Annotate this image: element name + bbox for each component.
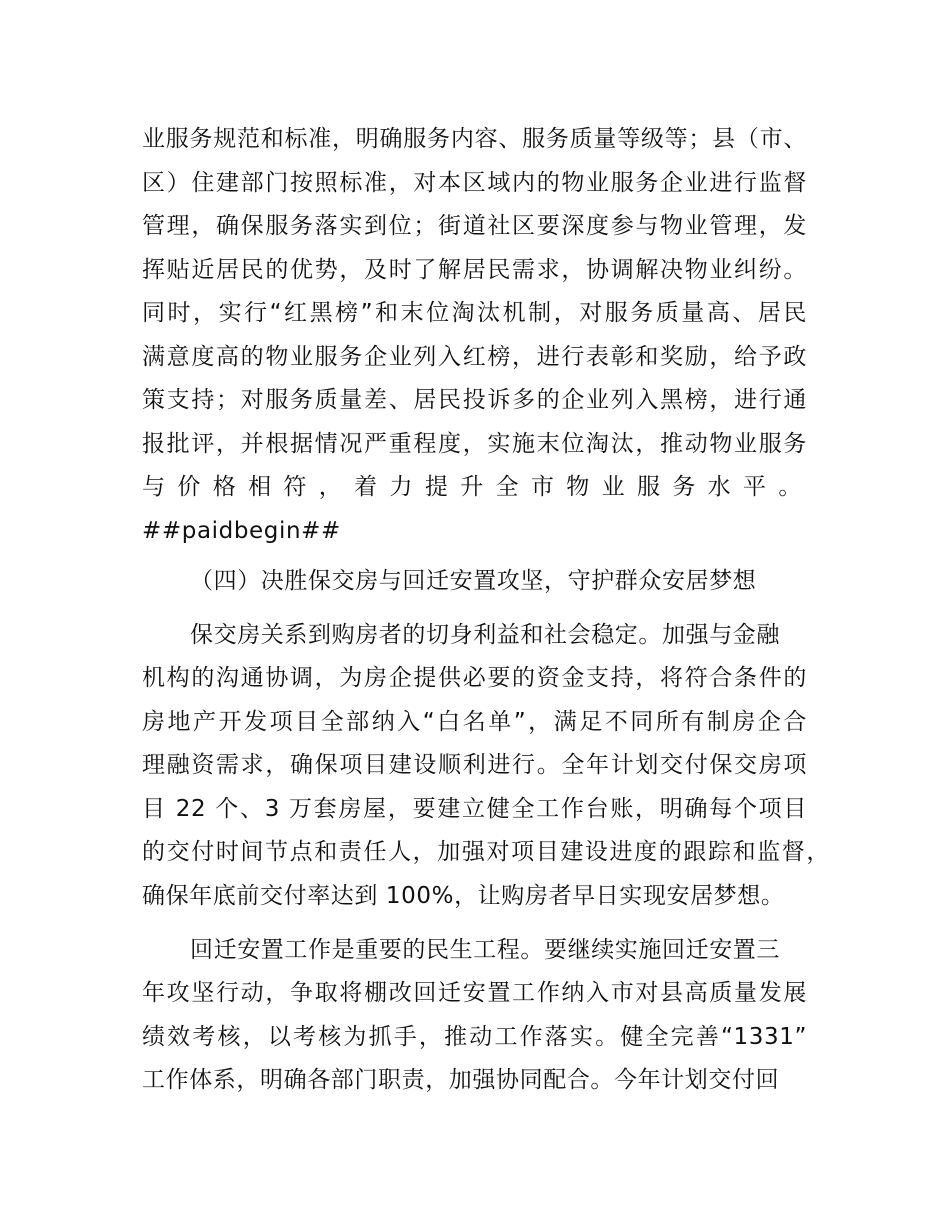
paid-marker: ##paidbegin## — [142, 518, 341, 544]
body-text-line: 业服务规范和标准，明确服务内容、服务质量等级等；县（市、 — [142, 126, 807, 152]
body-text-line: 机构的沟通协调，为房企提供必要的资金支持，将符合条件的 — [142, 665, 807, 691]
body-text-line: 与价格相符，着力提升全市物业服务水平。 — [142, 474, 802, 500]
section-heading: （四）决胜保交房与回迁安置攻坚，守护群众安居梦想 — [190, 568, 757, 594]
body-text-line: 确保年底前交付率达到 100%，让购房者早日实现安居梦想。 — [142, 883, 785, 909]
body-text-line: 区）住建部门按照标准，对本区域内的物业服务企业进行监督 — [142, 170, 807, 196]
body-text-line: 目 22 个、3 万套房屋，要建立健全工作台账，明确每个项目 — [142, 796, 807, 822]
body-text-line: 满意度高的物业服务企业列入红榜，进行表彰和奖励，给予政 — [142, 344, 807, 370]
body-text-line: 管理，确保服务落实到位；街道社区要深度参与物业管理，发 — [142, 213, 807, 239]
body-text-line: 绩效考核，以考核为抓手，推动工作落实。健全完善“1331” — [142, 1024, 807, 1050]
paragraph-first-line: 回迁安置工作是重要的民生工程。要继续实施回迁安置三 — [190, 937, 780, 963]
body-text-line: 同时，实行“红黑榜”和末位淘汰机制，对服务质量高、居民 — [142, 300, 807, 326]
body-text-line: 理融资需求，确保项目建设顺利进行。全年计划交付保交房项 — [142, 752, 807, 778]
body-text-line: 挥贴近居民的优势，及时了解居民需求，协调解决物业纠纷。 — [142, 257, 807, 283]
body-text-line: 年攻坚行动，争取将棚改回迁安置工作纳入市对县高质量发展 — [142, 980, 807, 1006]
body-text-line: 策支持；对服务质量差、居民投诉多的企业列入黑榜，进行通 — [142, 387, 807, 413]
body-text-line: 的交付时间节点和责任人，加强对项目建设进度的跟踪和监督， — [142, 839, 830, 865]
paragraph-first-line: 保交房关系到购房者的切身利益和社会稳定。加强与金融 — [190, 622, 780, 648]
body-text-line: 报批评，并根据情况严重程度，实施末位淘汰，推动物业服务 — [142, 431, 807, 457]
body-text-line: 房地产开发项目全部纳入“白名单”，满足不同所有制房企合 — [142, 709, 807, 735]
body-text-line: 工作体系，明确各部门职责，加强协同配合。今年计划交付回 — [142, 1067, 780, 1093]
